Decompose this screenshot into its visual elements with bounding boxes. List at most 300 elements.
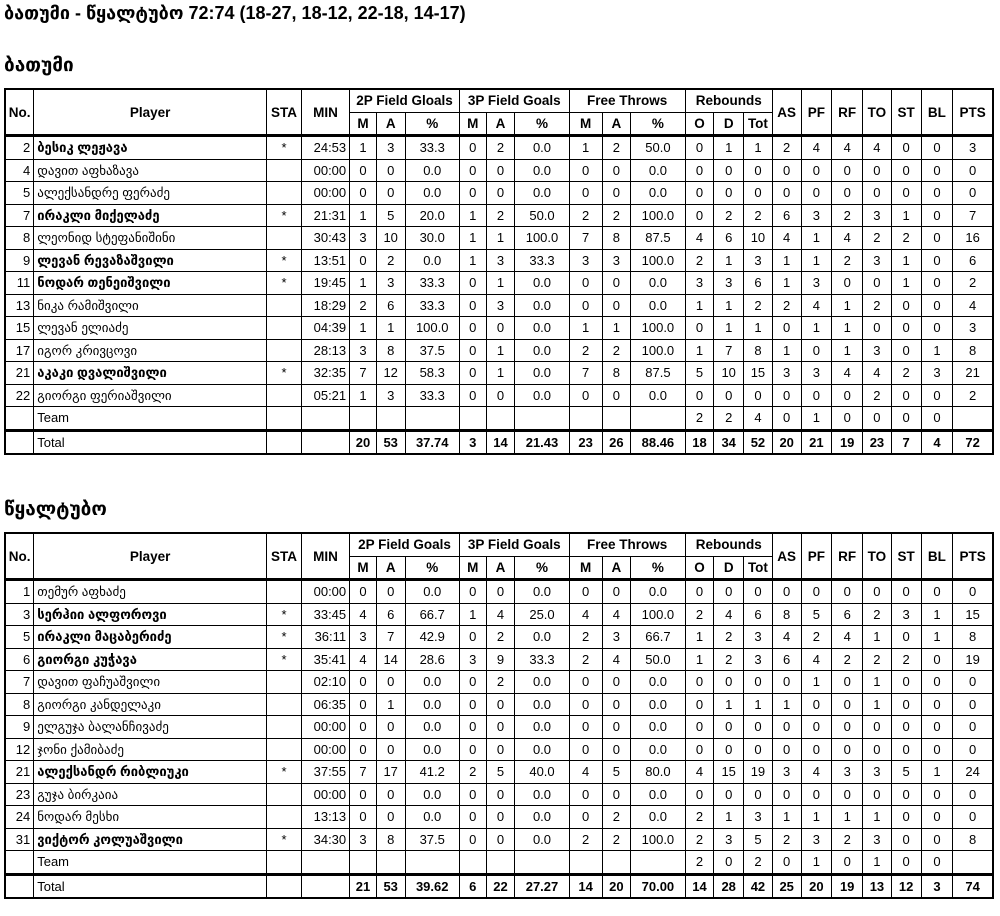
col-header-m: M [350, 112, 377, 136]
stat-mft: 0 [569, 693, 602, 716]
stat-pft: 100.0 [631, 828, 685, 851]
stat-o: 2 [685, 249, 714, 272]
stat-pft: 0.0 [631, 294, 685, 317]
stat-p2: 66.7 [405, 603, 459, 626]
stat-o: 0 [685, 671, 714, 694]
col-header-a: A [602, 112, 631, 136]
col-header-as: AS [772, 89, 801, 136]
stat-a3: 0 [486, 384, 515, 407]
stat-pf: 4 [801, 648, 832, 671]
stat-tot: 8 [744, 339, 773, 362]
player-name: ლევან ელიაძე [34, 317, 267, 340]
minutes: 32:35 [301, 362, 349, 385]
stat-pft: 50.0 [631, 136, 685, 160]
stat-p2: 33.3 [405, 272, 459, 295]
minutes: 36:11 [301, 626, 349, 649]
total-stat-p3: 21.43 [515, 430, 569, 454]
stat-pf: 0 [801, 339, 832, 362]
stat-pts: 0 [953, 716, 993, 739]
stat-st: 1 [891, 204, 921, 227]
stat-mft: 0 [569, 159, 602, 182]
stat-pts: 2 [953, 384, 993, 407]
stat-aft: 1 [602, 317, 631, 340]
stat-st: 0 [891, 671, 921, 694]
stat-to: 2 [863, 648, 892, 671]
stat-a3: 1 [486, 272, 515, 295]
stat-pts: 0 [953, 671, 993, 694]
stat-st: 0 [891, 716, 921, 739]
minutes: 28:13 [301, 339, 349, 362]
stat-pft: 0.0 [631, 272, 685, 295]
stat-m2: 0 [350, 738, 377, 761]
stat-pft: 0.0 [631, 384, 685, 407]
total-stat-aft: 26 [602, 430, 631, 454]
total-stat-rf: 19 [832, 874, 863, 898]
stat-m2: 4 [350, 648, 377, 671]
stat-aft: 0 [602, 693, 631, 716]
total-stat-mft: 14 [569, 874, 602, 898]
stat-st: 0 [891, 294, 921, 317]
stat-pts: 0 [953, 806, 993, 829]
stat-to: 3 [863, 204, 892, 227]
stat-d: 1 [714, 317, 744, 340]
starter-mark [267, 159, 302, 182]
stat-p3: 33.3 [515, 249, 569, 272]
starter-mark [267, 294, 302, 317]
stat-st: 0 [891, 580, 921, 604]
stat-m2: 3 [350, 828, 377, 851]
total-stat-rf: 19 [832, 430, 863, 454]
total-stat-bl: 3 [921, 874, 953, 898]
stat-pts: 0 [953, 693, 993, 716]
stat-pft: 0.0 [631, 806, 685, 829]
stat-m3: 0 [459, 671, 486, 694]
stat-o: 1 [685, 339, 714, 362]
stat-a2: 0 [376, 159, 405, 182]
stat-aft: 0 [602, 738, 631, 761]
col-header-to: TO [863, 89, 892, 136]
col-header-min: MIN [301, 533, 349, 580]
stat-a3: 2 [486, 671, 515, 694]
minutes: 18:29 [301, 294, 349, 317]
stat-pf: 1 [801, 671, 832, 694]
starter-mark [267, 716, 302, 739]
total-stat-a3: 14 [486, 430, 515, 454]
stat-pft: 0.0 [631, 693, 685, 716]
team-name-home: ბათუმი [4, 55, 74, 76]
total-stat-p3: 27.27 [515, 874, 569, 898]
stat-a3: 3 [486, 294, 515, 317]
col-header-min: MIN [301, 89, 349, 136]
stat-as: 0 [772, 716, 801, 739]
stat-pft: 100.0 [631, 603, 685, 626]
col-header-as: AS [772, 533, 801, 580]
stat-pts: 3 [953, 136, 993, 160]
minutes: 02:10 [301, 671, 349, 694]
stat-as: 0 [772, 738, 801, 761]
stat-bl: 1 [921, 339, 953, 362]
stat-m2: 0 [350, 249, 377, 272]
stat-bl: 0 [921, 806, 953, 829]
stat-p3: 25.0 [515, 603, 569, 626]
player-number: 15 [5, 317, 34, 340]
stat-d: 7 [714, 339, 744, 362]
team-row [5, 851, 993, 875]
stat-as: 4 [772, 227, 801, 250]
stat-m2: 0 [350, 716, 377, 739]
player-number: 4 [5, 159, 34, 182]
stat-to: 1 [863, 626, 892, 649]
stat-mft: 1 [569, 136, 602, 160]
stat-tot: 0 [744, 716, 773, 739]
player-name: ვიქტორ კოლუაშვილი [34, 828, 267, 851]
stat-aft: 2 [602, 204, 631, 227]
stat-m2: 1 [350, 317, 377, 340]
stat-p2: 33.3 [405, 294, 459, 317]
stat-as: 1 [772, 249, 801, 272]
player-row [5, 204, 993, 227]
stat-as: 2 [772, 828, 801, 851]
stat-a3: 2 [486, 136, 515, 160]
stat-pts: 0 [953, 182, 993, 205]
stat-pft: 66.7 [631, 626, 685, 649]
stat-st: 2 [891, 362, 921, 385]
stat-bl: 0 [921, 204, 953, 227]
stat-tot: 0 [744, 182, 773, 205]
stat-o: 2 [685, 603, 714, 626]
player-name: ნოდარ თენეიშვილი [34, 272, 267, 295]
starter-mark: * [267, 249, 302, 272]
stat-m3: 0 [459, 738, 486, 761]
stat-pts: 0 [953, 738, 993, 761]
starter-mark [267, 783, 302, 806]
stat-bl: 0 [921, 249, 953, 272]
stat-p2: 42.9 [405, 626, 459, 649]
team-stat-bl: 0 [921, 407, 953, 431]
empty-cell [631, 407, 685, 431]
stat-p3: 40.0 [515, 761, 569, 784]
team-stat-to: 1 [863, 851, 892, 875]
stat-m3: 0 [459, 693, 486, 716]
stat-pts: 8 [953, 339, 993, 362]
stat-rf: 1 [832, 339, 863, 362]
stat-as: 1 [772, 806, 801, 829]
stat-as: 3 [772, 761, 801, 784]
stat-p3: 0.0 [515, 828, 569, 851]
player-name: გიორგი კუჭავა [34, 648, 267, 671]
empty-cell [486, 851, 515, 875]
stat-aft: 0 [602, 272, 631, 295]
team-stat-d: 2 [714, 407, 744, 431]
stat-as: 0 [772, 783, 801, 806]
stat-a3: 0 [486, 738, 515, 761]
team-stat-o: 2 [685, 407, 714, 431]
col-header-rf: RF [832, 533, 863, 580]
stat-st: 1 [891, 249, 921, 272]
table-body [5, 580, 993, 899]
stat-o: 1 [685, 626, 714, 649]
stat-p3: 0.0 [515, 272, 569, 295]
stat-o: 0 [685, 159, 714, 182]
stat-tot: 19 [744, 761, 773, 784]
stat-mft: 0 [569, 738, 602, 761]
stat-o: 0 [685, 136, 714, 160]
stat-bl: 0 [921, 227, 953, 250]
starter-mark: * [267, 626, 302, 649]
stat-mft: 3 [569, 249, 602, 272]
stat-m3: 0 [459, 362, 486, 385]
stat-a2: 3 [376, 136, 405, 160]
empty-cell [953, 407, 993, 431]
col-header-ft: Free Throws [569, 89, 685, 112]
stat-m3: 0 [459, 806, 486, 829]
stat-a3: 1 [486, 339, 515, 362]
stat-rf: 4 [832, 136, 863, 160]
minutes: 13:13 [301, 806, 349, 829]
stat-d: 1 [714, 249, 744, 272]
stat-st: 2 [891, 648, 921, 671]
stat-m3: 0 [459, 339, 486, 362]
stat-as: 6 [772, 204, 801, 227]
stat-m2: 1 [350, 204, 377, 227]
stat-aft: 0 [602, 182, 631, 205]
stat-rf: 1 [832, 294, 863, 317]
stat-st: 1 [891, 272, 921, 295]
stat-p2: 0.0 [405, 693, 459, 716]
stat-d: 0 [714, 384, 744, 407]
stat-a2: 0 [376, 182, 405, 205]
stat-bl: 0 [921, 580, 953, 604]
total-stat-to: 23 [863, 430, 892, 454]
stat-pts: 0 [953, 159, 993, 182]
stat-aft: 3 [602, 626, 631, 649]
stat-pf: 1 [801, 806, 832, 829]
stat-d: 10 [714, 362, 744, 385]
stat-p2: 37.5 [405, 828, 459, 851]
team-stat-rf: 0 [832, 407, 863, 431]
stat-m3: 3 [459, 648, 486, 671]
stat-to: 0 [863, 783, 892, 806]
stat-aft: 2 [602, 828, 631, 851]
player-name: ბესიკ ლეჟავა [34, 136, 267, 160]
team-stat-to: 0 [863, 407, 892, 431]
team-stat-pf: 1 [801, 851, 832, 875]
stat-m2: 1 [350, 272, 377, 295]
stat-a2: 0 [376, 806, 405, 829]
stat-aft: 8 [602, 227, 631, 250]
starter-mark [267, 580, 302, 604]
stat-tot: 3 [744, 806, 773, 829]
stat-pts: 0 [953, 783, 993, 806]
stat-mft: 0 [569, 272, 602, 295]
stat-tot: 1 [744, 317, 773, 340]
player-row [5, 339, 993, 362]
stat-pft: 0.0 [631, 716, 685, 739]
starter-mark [267, 671, 302, 694]
stat-pts: 8 [953, 828, 993, 851]
stat-p3: 0.0 [515, 716, 569, 739]
stat-pts: 15 [953, 603, 993, 626]
player-number: 5 [5, 626, 34, 649]
minutes: 33:45 [301, 603, 349, 626]
stat-mft: 2 [569, 828, 602, 851]
stat-pft: 0.0 [631, 671, 685, 694]
stat-pf: 0 [801, 783, 832, 806]
stat-p3: 0.0 [515, 384, 569, 407]
stat-pts: 21 [953, 362, 993, 385]
stat-pf: 3 [801, 272, 832, 295]
col-header-m: M [569, 556, 602, 580]
stat-m2: 3 [350, 227, 377, 250]
stat-rf: 0 [832, 580, 863, 604]
total-stat-tot: 52 [744, 430, 773, 454]
stat-st: 0 [891, 339, 921, 362]
stat-m2: 7 [350, 761, 377, 784]
stat-mft: 2 [569, 648, 602, 671]
stat-o: 0 [685, 317, 714, 340]
stat-a3: 4 [486, 603, 515, 626]
stat-p2: 20.0 [405, 204, 459, 227]
starter-mark: * [267, 362, 302, 385]
stat-as: 1 [772, 339, 801, 362]
starter-mark [267, 384, 302, 407]
col-header-a: A [376, 112, 405, 136]
stat-m2: 2 [350, 294, 377, 317]
minutes: 00:00 [301, 783, 349, 806]
col-header-fg2: 2P Field Goals [350, 533, 460, 556]
col-header-pct: % [405, 112, 459, 136]
stat-to: 0 [863, 716, 892, 739]
empty-cell [267, 851, 302, 875]
total-stat-pf: 21 [801, 430, 832, 454]
stat-pf: 1 [801, 227, 832, 250]
stat-o: 2 [685, 806, 714, 829]
col-header-st: ST [891, 89, 921, 136]
stat-aft: 8 [602, 362, 631, 385]
empty-cell [301, 430, 349, 454]
stat-a2: 0 [376, 671, 405, 694]
stat-m3: 0 [459, 317, 486, 340]
col-header-o: O [685, 112, 714, 136]
empty-cell [5, 407, 34, 431]
stat-a2: 1 [376, 317, 405, 340]
stat-pts: 6 [953, 249, 993, 272]
stat-st: 0 [891, 693, 921, 716]
empty-cell [5, 851, 34, 875]
stat-pf: 5 [801, 603, 832, 626]
stat-a3: 2 [486, 204, 515, 227]
stat-bl: 0 [921, 716, 953, 739]
empty-cell [301, 851, 349, 875]
stat-aft: 0 [602, 384, 631, 407]
stat-a3: 2 [486, 626, 515, 649]
stat-d: 1 [714, 806, 744, 829]
stat-p3: 0.0 [515, 136, 569, 160]
empty-cell [515, 407, 569, 431]
stat-to: 0 [863, 317, 892, 340]
stat-o: 0 [685, 384, 714, 407]
stat-bl: 0 [921, 182, 953, 205]
stat-o: 0 [685, 182, 714, 205]
player-number: 6 [5, 648, 34, 671]
stat-a2: 17 [376, 761, 405, 784]
stat-mft: 0 [569, 182, 602, 205]
stat-to: 3 [863, 249, 892, 272]
player-name: ალექსანდრ რიბლიუკი [34, 761, 267, 784]
stat-p2: 0.0 [405, 671, 459, 694]
empty-cell [602, 851, 631, 875]
col-header-bl: BL [921, 89, 953, 136]
stat-to: 1 [863, 671, 892, 694]
stat-pts: 8 [953, 626, 993, 649]
stat-pft: 100.0 [631, 317, 685, 340]
stat-rf: 2 [832, 249, 863, 272]
col-header-m: M [350, 556, 377, 580]
total-stat-d: 34 [714, 430, 744, 454]
minutes: 13:51 [301, 249, 349, 272]
stat-p3: 33.3 [515, 648, 569, 671]
player-name: სერჰიი ალფოროვი [34, 603, 267, 626]
stat-d: 6 [714, 227, 744, 250]
stat-p2: 30.0 [405, 227, 459, 250]
stat-m3: 1 [459, 603, 486, 626]
stat-a3: 0 [486, 317, 515, 340]
col-header-fg2: 2P Field Gloals [350, 89, 460, 112]
stat-p2: 0.0 [405, 159, 459, 182]
stat-pts: 24 [953, 761, 993, 784]
stat-a3: 0 [486, 182, 515, 205]
table-header [5, 89, 993, 136]
stat-d: 3 [714, 272, 744, 295]
total-stat-st: 12 [891, 874, 921, 898]
stat-rf: 0 [832, 716, 863, 739]
stat-pts: 16 [953, 227, 993, 250]
player-name: ლეონიდ სტეფანიშინი [34, 227, 267, 250]
stat-o: 4 [685, 227, 714, 250]
stat-p2: 0.0 [405, 783, 459, 806]
empty-cell [350, 407, 377, 431]
stat-m3: 0 [459, 384, 486, 407]
player-number: 22 [5, 384, 34, 407]
col-header-pf: PF [801, 533, 832, 580]
stat-p2: 58.3 [405, 362, 459, 385]
col-header-to: TO [863, 533, 892, 580]
stat-aft: 0 [602, 294, 631, 317]
player-row [5, 738, 993, 761]
empty-cell [267, 407, 302, 431]
stat-p2: 28.6 [405, 648, 459, 671]
player-name: თემურ აფხაძე [34, 580, 267, 604]
stat-as: 6 [772, 648, 801, 671]
stat-tot: 0 [744, 384, 773, 407]
player-row [5, 136, 993, 160]
box-score-table-away [4, 532, 994, 899]
stat-mft: 0 [569, 294, 602, 317]
stat-pft: 50.0 [631, 648, 685, 671]
stat-rf: 4 [832, 227, 863, 250]
stat-m2: 1 [350, 384, 377, 407]
stat-tot: 10 [744, 227, 773, 250]
player-row [5, 761, 993, 784]
stat-pf: 0 [801, 580, 832, 604]
starter-mark: * [267, 204, 302, 227]
stat-o: 2 [685, 828, 714, 851]
minutes: 19:45 [301, 272, 349, 295]
player-row [5, 294, 993, 317]
col-header-m: M [459, 556, 486, 580]
player-number: 7 [5, 204, 34, 227]
stat-a2: 0 [376, 580, 405, 604]
